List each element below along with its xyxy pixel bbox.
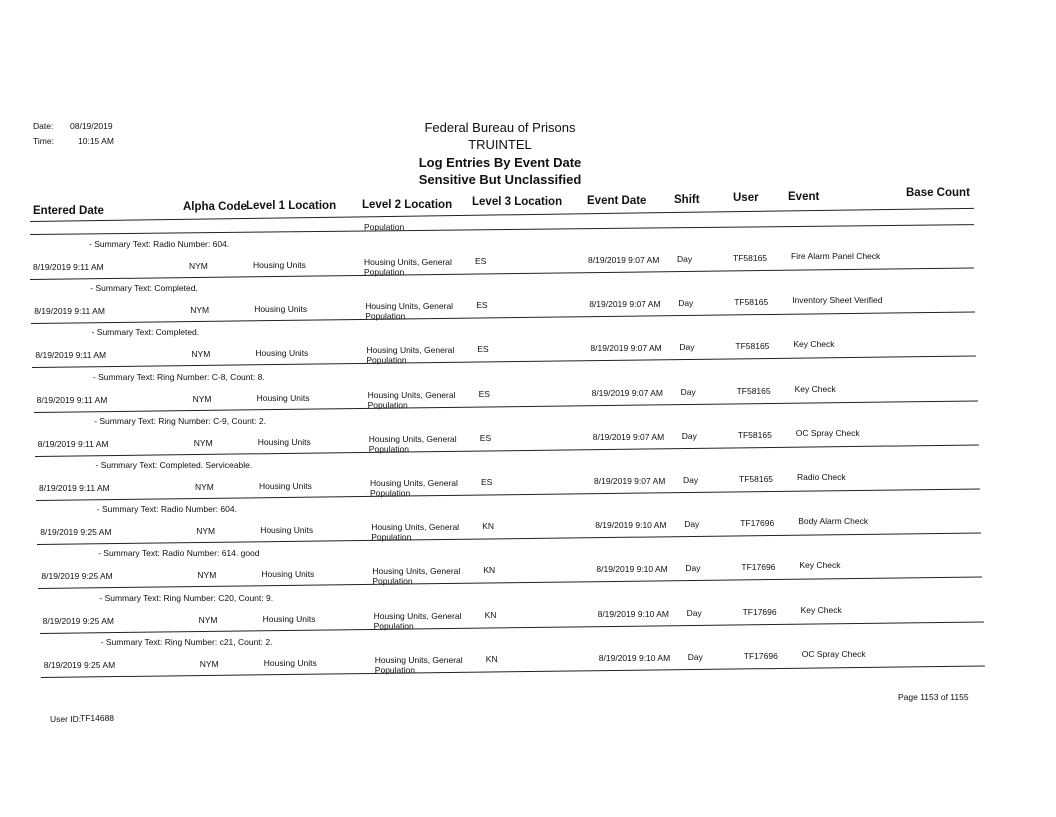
level2-location: Housing Units, General Population (368, 433, 457, 454)
event: OC Spray Check (801, 648, 866, 659)
level1-location: Housing Units (257, 436, 311, 447)
col-base-count: Base Count (906, 187, 970, 199)
shift: Day (686, 607, 702, 618)
event-date: 8/19/2019 9:07 AM (588, 255, 660, 265)
event: OC Spray Check (795, 427, 860, 438)
shift: Day (679, 342, 695, 353)
level3-location: ES (476, 300, 488, 311)
user: TF58165 (733, 253, 768, 263)
user: TF58165 (739, 474, 774, 484)
event-date: 8/19/2019 9:07 AM (592, 431, 665, 442)
col-level2-location: Level 2 Location (362, 199, 453, 211)
alpha-code: NYM (196, 526, 216, 537)
level3-location: KN (483, 565, 496, 576)
level1-location: Housing Units (254, 304, 308, 315)
col-level3-location: Level 3 Location (472, 196, 563, 208)
event-date: 8/19/2019 9:07 AM (589, 299, 661, 310)
header-rule (30, 208, 974, 222)
alpha-code: NYM (189, 261, 208, 271)
shift: Day (678, 298, 694, 309)
alpha-code: NYM (197, 570, 217, 581)
row-rule (38, 577, 982, 590)
event-date: 8/19/2019 9:10 AM (598, 652, 671, 663)
row-rule (37, 533, 981, 546)
level3-location: KN (484, 609, 497, 620)
event-date: 8/19/2019 9:10 AM (597, 608, 669, 619)
alpha-code: NYM (198, 614, 218, 625)
level2-location: Housing Units, General Population (367, 389, 456, 410)
user: TF17696 (743, 650, 778, 661)
col-event: Event (788, 191, 820, 203)
level1-location: Housing Units (253, 260, 306, 270)
level2-location: Housing Units, General Population (366, 345, 455, 366)
level3-location: ES (481, 477, 493, 487)
level1-location: Housing Units (256, 392, 310, 403)
summary-text: - Summary Text: Radio Number: 604. (89, 239, 230, 249)
event: Fire Alarm Panel Check (791, 251, 881, 261)
col-entered-date: Entered Date (33, 205, 104, 217)
time-label: Time: (33, 136, 54, 146)
summary-text: - Summary Text: Ring Number: C-8, Count: 8. (92, 371, 265, 382)
row-rule (35, 444, 979, 457)
event: Radio Check (797, 472, 846, 482)
summary-text: - Summary Text: Completed. (91, 327, 200, 338)
row-rule (40, 621, 984, 634)
col-alpha-code: Alpha Code (183, 201, 247, 213)
event-date: 8/19/2019 9:07 AM (591, 387, 663, 398)
event-date: 8/19/2019 9:07 AM (594, 476, 666, 486)
date-value: 08/19/2019 (70, 121, 113, 131)
entered-date: 8/19/2019 9:11 AM (33, 262, 104, 272)
user-id-value: TF14688 (80, 713, 115, 723)
report-title: Log Entries By Event Date (418, 155, 582, 170)
shift: Day (683, 475, 699, 485)
level3-location: ES (478, 388, 490, 399)
event-date: 8/19/2019 9:07 AM (590, 343, 662, 354)
shift: Day (681, 430, 697, 441)
row-rule (30, 267, 974, 280)
summary-text: - Summary Text: Completed. Serviceable. (95, 460, 253, 470)
event: Key Check (799, 560, 841, 571)
summary-text: - Summary Text: Ring Number: C-9, Count: 2. (94, 415, 266, 426)
user: TF58165 (734, 297, 769, 308)
level3-location: ES (477, 344, 489, 355)
level3-location: ES (475, 256, 487, 266)
alpha-code: NYM (191, 349, 211, 360)
user: TF58165 (735, 341, 770, 352)
level2-location: Housing Units, General Population (373, 610, 462, 631)
entered-date: 8/19/2019 9:11 AM (36, 394, 108, 405)
carryover-rule (30, 224, 974, 235)
summary-text: - Summary Text: Ring Number: C20, Count: 9. (99, 592, 274, 603)
user: TF17696 (742, 606, 777, 617)
level2-location: Housing Units, General Population (372, 566, 461, 587)
alpha-code: NYM (192, 393, 212, 404)
alpha-code: NYM (190, 305, 210, 316)
level2-location: Housing Units, General Population (364, 257, 452, 277)
entered-date: 8/19/2019 9:11 AM (37, 438, 109, 449)
summary-text: - Summary Text: Completed. (90, 283, 198, 294)
shift: Day (677, 254, 693, 264)
user: TF58165 (737, 429, 772, 440)
user-id-label: User ID: (50, 714, 82, 724)
report-classification: Sensitive But Unclassified (418, 172, 582, 187)
report-agency: Federal Bureau of Prisons (424, 120, 576, 135)
level1-location: Housing Units (262, 613, 316, 624)
level2-location: Housing Units, General Population (365, 301, 454, 322)
row-rule (32, 356, 976, 369)
entered-date: 8/19/2019 9:11 AM (39, 483, 110, 493)
col-level1-location: Level 1 Location (246, 200, 337, 212)
event: Body Alarm Check (798, 516, 869, 527)
alpha-code: NYM (193, 437, 213, 448)
level1-location: Housing Units (263, 657, 317, 668)
shift: Day (687, 651, 703, 662)
level2-location: Housing Units, General Population (370, 478, 458, 498)
time-value: 10:15 AM (78, 136, 114, 146)
col-shift: Shift (674, 194, 700, 206)
summary-text: - Summary Text: Radio Number: 604. (96, 504, 237, 515)
event-date: 8/19/2019 9:10 AM (595, 520, 667, 531)
summary-text: - Summary Text: Radio Number: 614. good (98, 548, 260, 559)
entered-date: 8/19/2019 9:25 AM (41, 571, 113, 582)
event: Key Check (794, 383, 836, 394)
alpha-code: NYM (199, 658, 219, 669)
carryover-text: Population (364, 222, 405, 232)
row-rule (36, 488, 980, 501)
event: Key Check (793, 339, 835, 350)
summary-text: - Summary Text: Ring Number: c21, Count: 2. (100, 636, 273, 647)
user: TF58165 (736, 385, 771, 396)
col-event-date: Event Date (587, 195, 647, 207)
level3-location: ES (479, 432, 492, 443)
row-rule (41, 665, 985, 678)
col-user: User (733, 192, 759, 204)
date-label: Date: (33, 121, 54, 131)
shift: Day (685, 563, 701, 574)
event: Key Check (800, 604, 842, 615)
entered-date: 8/19/2019 9:25 AM (43, 659, 116, 670)
level2-location: Housing Units, General Population (374, 654, 463, 675)
user: TF17696 (740, 518, 775, 529)
level2-location: Housing Units, General Population (371, 522, 460, 543)
level3-location: KN (482, 521, 494, 532)
level1-location: Housing Units (259, 481, 312, 491)
shift: Day (680, 386, 696, 397)
page-number: Page 1153 of 1155 (898, 692, 969, 702)
level1-location: Housing Units (255, 348, 309, 359)
row-rule (34, 400, 978, 413)
level3-location: KN (485, 653, 498, 664)
event-date: 8/19/2019 9:10 AM (596, 564, 668, 575)
entered-date: 8/19/2019 9:11 AM (35, 350, 107, 361)
event: Inventory Sheet Verified (792, 295, 883, 306)
level1-location: Housing Units (261, 569, 315, 580)
report-system: TRUINTEL (468, 137, 532, 152)
shift: Day (684, 519, 700, 530)
row-rule (31, 312, 975, 325)
entered-date: 8/19/2019 9:25 AM (42, 615, 114, 626)
level1-location: Housing Units (260, 525, 314, 536)
entered-date: 8/19/2019 9:11 AM (34, 306, 105, 317)
entered-date: 8/19/2019 9:25 AM (40, 527, 112, 538)
user: TF17696 (741, 562, 776, 573)
alpha-code: NYM (195, 482, 214, 492)
